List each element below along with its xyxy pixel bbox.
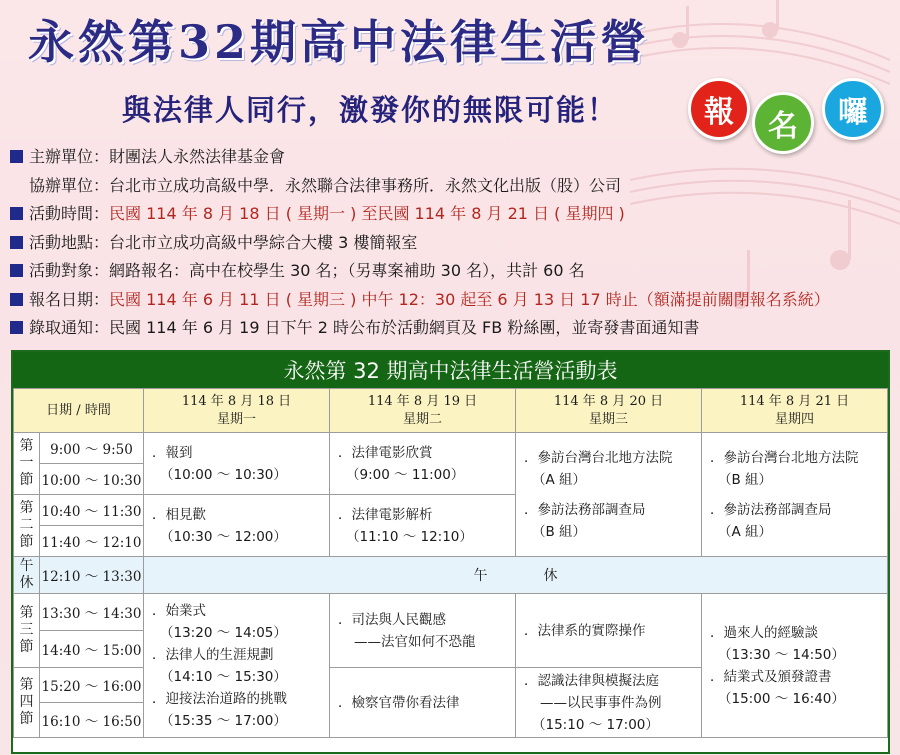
day-header-3: 114 年 8 月 20 日 星期三 (516, 389, 702, 433)
info-organizer: 主辦單位：財團法人永然法律基金會 (10, 143, 830, 172)
info-co-organizer: 協辦單位：台北市立成功高級中學．永然聯合法律事務所．永然文化出版（股）公司 (29, 175, 622, 195)
info-place: 活動地點：台北市立成功高級中學綜合大樓 3 樓簡報室 (10, 229, 830, 258)
page-title: 永然第32期高中法律生活營 (28, 15, 651, 69)
day-header-1: 114 年 8 月 18 日 星期一 (144, 389, 330, 433)
page-subtitle: 與法律人同行，激發你的無限可能！ (122, 93, 619, 127)
mon-session-2: ．相見歡 （10:30 ～ 12:00） (144, 495, 330, 557)
tue-session-3: ．司法與人民觀感 ——法官如何不恐龍 (330, 594, 516, 668)
day-header-2: 114 年 8 月 19 日 星期二 (330, 389, 516, 433)
info-register: 報名日期：民國 114 年 6 月 11 日 ( 星期三 ) 中午 12：30 起至 6 月 13 日 17 時止（額滿提前關閉報名系統） (10, 286, 830, 315)
schedule-title: 永然第 32 期高中法律生活營活動表 (13, 352, 888, 388)
time-slot: 16:10 ～ 16:50 (40, 703, 144, 738)
period-label: 第三節 (14, 594, 40, 668)
period-label: 第四節 (14, 668, 40, 738)
square-bullet-icon (10, 321, 23, 334)
tue-session-4: ．檢察官帶你看法律 (330, 668, 516, 738)
schedule-table (11, 350, 890, 754)
lunch-break: 午 休 (144, 557, 888, 594)
info-time: 活動時間：民國 114 年 8 月 18 日 ( 星期一 ) 至民國 114 年 8 月 21 日 ( 星期四 ) (10, 200, 830, 229)
square-bullet-icon (10, 207, 23, 220)
time-slot: 11:40 ～ 12:10 (40, 526, 144, 557)
info-admit: 錄取通知：民國 114 年 6 月 19 日下午 2 時公布於活動網頁及 FB 粉絲團，並寄發書面通知書 (10, 314, 830, 343)
day-header-4: 114 年 8 月 21 日 星期四 (702, 389, 888, 433)
time-slot: 13:30 ～ 14:30 (40, 594, 144, 631)
time-slot: 14:40 ～ 15:00 (40, 631, 144, 668)
time-slot: 10:00 ～ 10:30 (40, 464, 144, 495)
badge-bao: 報 (688, 78, 750, 140)
badge-luo: 囉 (822, 78, 884, 140)
info-target: 活動對象：網路報名：高中在校學生 30 名；（另專案補助 30 名），共計 60 名 (10, 257, 830, 286)
time-slot: 12:10 ～ 13:30 (40, 557, 144, 594)
mon-session-1: ．報到 （10:00 ～ 10:30） (144, 433, 330, 495)
wed-session-4: ．認識法律與模擬法庭 ——以民事事件為例 （15:10 ～ 17:00） (516, 668, 702, 738)
square-bullet-icon (10, 236, 23, 249)
time-slot: 9:00 ～ 9:50 (40, 433, 144, 464)
square-bullet-icon (10, 264, 23, 277)
square-bullet-icon (10, 150, 23, 163)
event-info (10, 143, 830, 343)
square-bullet-icon (10, 293, 23, 306)
mon-session-3: ．始業式 （13:20 ～ 14:05） ．法律人的生涯規劃 （14:10 ～ 15:30） ．迎接法治道路的挑戰 （15:35 ～ 17:00） (144, 594, 330, 738)
time-slot: 10:40 ～ 11:30 (40, 495, 144, 526)
badge-ming: 名 (752, 92, 814, 154)
corner-header: 日期 / 時間 (14, 389, 144, 433)
wed-session-1: ．參訪台灣台北地方法院 （A 組） ．參訪法務部調查局 （B 組） (516, 433, 702, 557)
thu-session-3: ．過來人的經驗談 （13:30 ～ 14:50） ．結業式及頒發證書 （15:00 ～ 16:40） (702, 594, 888, 738)
tue-session-1: ．法律電影欣賞 （9:00 ～ 11:00） (330, 433, 516, 495)
time-slot: 15:20 ～ 16:00 (40, 668, 144, 703)
thu-session-1: ．參訪台灣台北地方法院 （B 組） ．參訪法務部調查局 （A 組） (702, 433, 888, 557)
period-label: 午休 (14, 557, 40, 594)
tue-session-2: ．法律電影解析 （11:10 ～ 12:10） (330, 495, 516, 557)
period-label: 第一節 (14, 433, 40, 495)
wed-session-3: ．法律系的實際操作 (516, 594, 702, 668)
period-label: 第二節 (14, 495, 40, 557)
